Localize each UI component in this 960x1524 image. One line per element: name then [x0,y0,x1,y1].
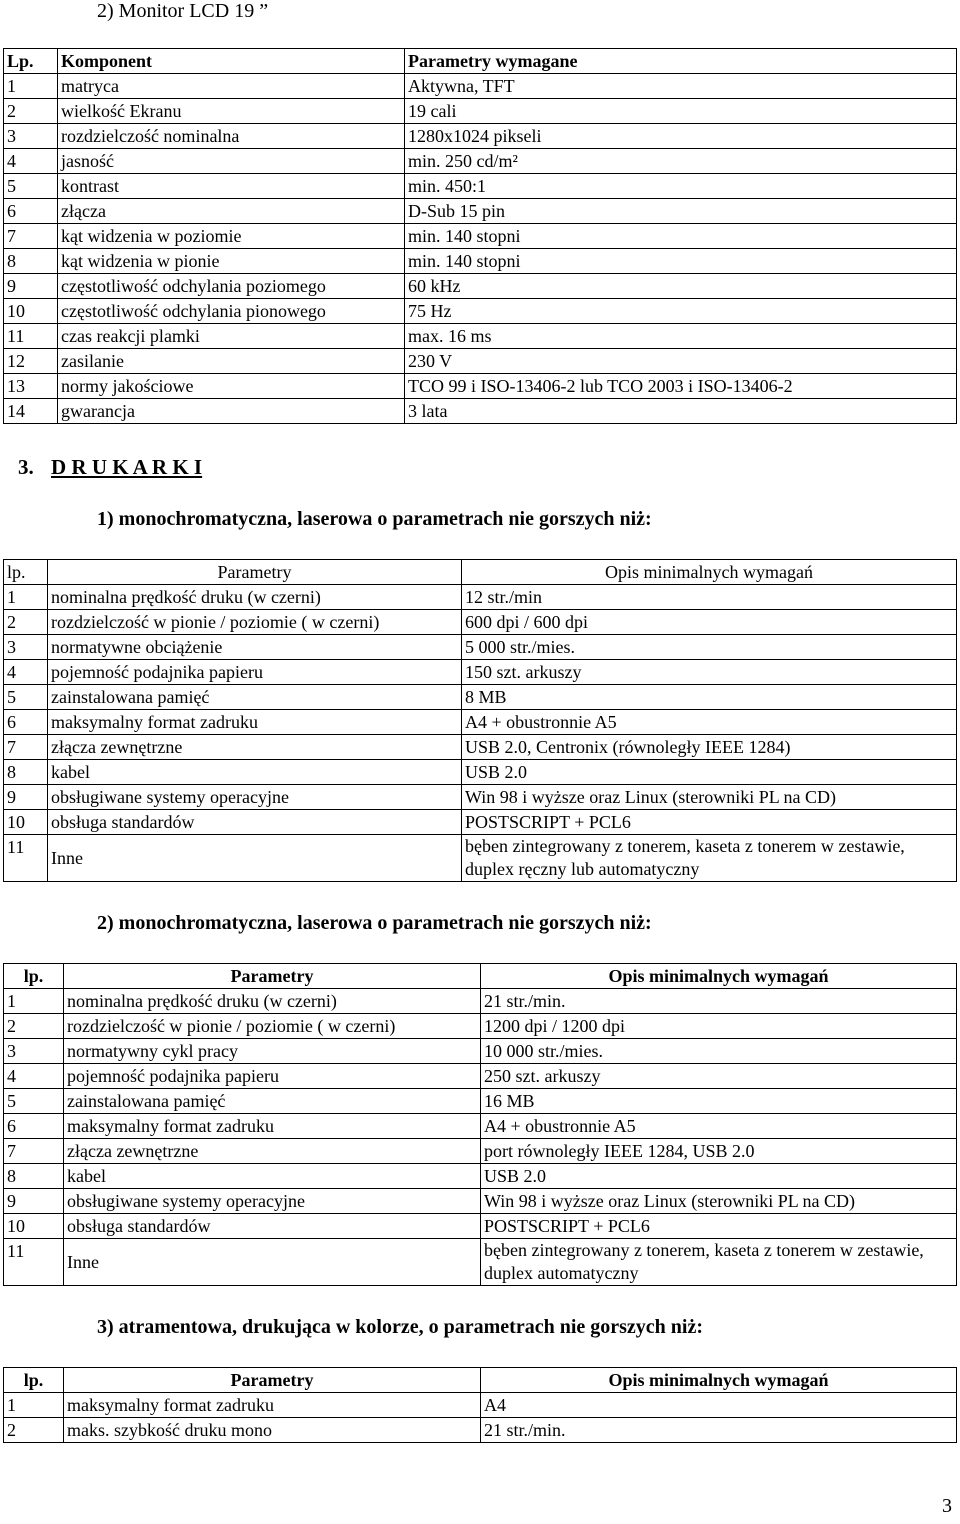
row-parameter: złącza zewnętrzne [48,735,462,760]
row-parameter: kontrast [58,174,405,199]
row-value: 250 szt. arkuszy [481,1064,957,1089]
row-number: 5 [4,1089,64,1114]
row-value: POSTSCRIPT + PCL6 [481,1214,957,1239]
row-value: 12 str./min [462,585,957,610]
table-row [4,324,957,349]
row-number: 2 [4,1418,64,1443]
row-value: 1280x1024 pikseli [405,124,957,149]
row-value: 5 000 str./mies. [462,635,957,660]
row-parameter: obsługiwane systemy operacyjne [48,785,462,810]
row-number: 7 [4,1139,64,1164]
row-parameter: rozdzielczość nominalna [58,124,405,149]
row-value: Win 98 i wyższe oraz Linux (sterowniki PL na CD) [481,1189,957,1214]
row-number: 9 [4,785,48,810]
table-row [4,174,957,199]
row-number: 8 [4,760,48,785]
monitor-heading: 2) Monitor LCD 19 ” [97,0,269,22]
header-parameters: Parametry [64,1368,481,1393]
table-row [4,760,957,785]
row-value: min. 140 stopni [405,249,957,274]
table-row [4,99,957,124]
header-required-params: Parametry wymagane [405,49,957,74]
header-description: Opis minimalnych wymagań [462,560,957,585]
row-number: 6 [4,710,48,735]
row-value: 600 dpi / 600 dpi [462,610,957,635]
row-parameter: maks. szybkość druku mono [64,1418,481,1443]
row-number: 8 [4,249,58,274]
table-row [4,199,957,224]
header-lp: lp. [4,964,64,989]
row-parameter: maksymalny format zadruku [64,1393,481,1418]
row-parameter: pojemność podajnika papieru [48,660,462,685]
table-row [4,1139,957,1164]
header-parameters: Parametry [64,964,481,989]
row-value: max. 16 ms [405,324,957,349]
row-number: 6 [4,199,58,224]
row-parameter: maksymalny format zadruku [48,710,462,735]
row-value: D-Sub 15 pin [405,199,957,224]
row-number: 12 [4,349,58,374]
table-row [4,299,957,324]
row-number: 2 [4,1014,64,1039]
row-number: 10 [4,1214,64,1239]
table-row [4,585,957,610]
row-parameter: kąt widzenia w poziomie [58,224,405,249]
table-row [4,1189,957,1214]
row-number: 7 [4,224,58,249]
row-value: USB 2.0 [462,760,957,785]
row-parameter: zainstalowana pamięć [64,1089,481,1114]
row-number: 7 [4,735,48,760]
row-parameter: maksymalny format zadruku [64,1114,481,1139]
row-parameter: częstotliwość odchylania pionowego [58,299,405,324]
header-description: Opis minimalnych wymagań [481,964,957,989]
row-number: 10 [4,810,48,835]
row-value: min. 250 cd/m² [405,149,957,174]
row-number: 3 [4,635,48,660]
printer2-table [3,963,957,1286]
table-row [4,149,957,174]
printer1-table-body [4,585,957,882]
row-parameter: kąt widzenia w pionie [58,249,405,274]
row-number: 5 [4,174,58,199]
table-header-row [4,964,957,989]
row-value: min. 450:1 [405,174,957,199]
row-value: 21 str./min. [481,989,957,1014]
row-number: 6 [4,1114,64,1139]
row-value: USB 2.0 [481,1164,957,1189]
table-row [4,610,957,635]
row-value: 150 szt. arkuszy [462,660,957,685]
row-parameter: czas reakcji plamki [58,324,405,349]
row-number: 3 [4,1039,64,1064]
row-parameter: gwarancja [58,399,405,424]
row-parameter: rozdzielczość w pionie / poziomie ( w czerni) [64,1014,481,1039]
row-number: 1 [4,585,48,610]
row-number: 9 [4,274,58,299]
row-parameter: nominalna prędkość druku (w czerni) [64,989,481,1014]
printer2-table-body [4,989,957,1286]
row-value: 75 Hz [405,299,957,324]
table-row [4,274,957,299]
row-parameter: nominalna prędkość druku (w czerni) [48,585,462,610]
table-header-row [4,1368,957,1393]
row-value: 10 000 str./mies. [481,1039,957,1064]
row-parameter: normatywny cykl pracy [64,1039,481,1064]
row-value: A4 + obustronnie A5 [481,1114,957,1139]
printer3-heading: 3) atramentowa, drukująca w kolorze, o parametrach nie gorszych niż: [97,1316,704,1338]
row-value: 230 V [405,349,957,374]
row-value: TCO 99 i ISO-13406-2 lub TCO 2003 i ISO-13406-2 [405,374,957,399]
table-row [4,660,957,685]
row-number: 3 [4,124,58,149]
table-row [4,349,957,374]
row-value: POSTSCRIPT + PCL6 [462,810,957,835]
header-component: Komponent [58,49,405,74]
row-value: Win 98 i wyższe oraz Linux (sterowniki PL na CD) [462,785,957,810]
row-parameter: matryca [58,74,405,99]
row-number: 2 [4,610,48,635]
row-number: 1 [4,989,64,1014]
row-number: 4 [4,660,48,685]
row-value: 19 cali [405,99,957,124]
table-row [4,249,957,274]
table-row [4,810,957,835]
row-parameter: normatywne obciążenie [48,635,462,660]
row-value: 60 kHz [405,274,957,299]
row-value: A4 + obustronnie A5 [462,710,957,735]
table-row [4,1089,957,1114]
row-value: A4 [481,1393,957,1418]
table-row [4,1039,957,1064]
row-value: bęben zintegrowany z tonerem, kaseta z tonerem w zestawie, duplex ręczny lub automatyczny [462,835,957,882]
header-lp: Lp. [4,49,58,74]
monitor-table-body [4,74,957,424]
row-number: 2 [4,99,58,124]
row-parameter: pojemność podajnika papieru [64,1064,481,1089]
row-parameter: złącza zewnętrzne [64,1139,481,1164]
row-number: 13 [4,374,58,399]
row-parameter: Inne [48,835,462,882]
table-row [4,1114,957,1139]
row-parameter: jasność [58,149,405,174]
section-number: 3. [18,455,34,479]
row-parameter: wielkość Ekranu [58,99,405,124]
row-value: 8 MB [462,685,957,710]
printer1-heading: 1) monochromatyczna, laserowa o parametrach nie gorszych niż: [97,508,652,530]
table-row [4,224,957,249]
header-description: Opis minimalnych wymagań [481,1368,957,1393]
row-number: 14 [4,399,58,424]
page-number: 3 [942,1495,952,1517]
header-parameters: Parametry [48,560,462,585]
row-value: Aktywna, TFT [405,74,957,99]
printer2-heading: 2) monochromatyczna, laserowa o parametrach nie gorszych niż: [97,912,652,934]
row-parameter: obsługa standardów [48,810,462,835]
monitor-table [3,48,957,424]
row-number: 9 [4,1189,64,1214]
row-value: min. 140 stopni [405,224,957,249]
table-row [4,785,957,810]
table-row [4,835,957,882]
row-value: 16 MB [481,1089,957,1114]
table-row [4,635,957,660]
row-number: 5 [4,685,48,710]
table-row [4,710,957,735]
row-parameter: rozdzielczość w pionie / poziomie ( w czerni) [48,610,462,635]
printer3-table [3,1367,957,1443]
header-lp: lp. [4,560,48,585]
section-title: D R U K A R K I [51,455,203,479]
row-number: 10 [4,299,58,324]
header-lp: lp. [4,1368,64,1393]
table-header-row [4,49,957,74]
table-header-row [4,560,957,585]
printer1-table [3,559,957,882]
table-row [4,685,957,710]
row-number: 11 [4,324,58,349]
row-parameter: częstotliwość odchylania poziomego [58,274,405,299]
row-value: USB 2.0, Centronix (równoległy IEEE 1284) [462,735,957,760]
row-value: 21 str./min. [481,1418,957,1443]
table-row [4,1393,957,1418]
table-row [4,1418,957,1443]
row-parameter: obsługiwane systemy operacyjne [64,1189,481,1214]
printers-section-heading [18,455,202,480]
table-row [4,989,957,1014]
printer3-table-body [4,1393,957,1443]
row-number: 11 [4,1239,64,1286]
row-value: 3 lata [405,399,957,424]
row-parameter: obsługa standardów [64,1214,481,1239]
table-row [4,1014,957,1039]
row-value: bęben zintegrowany z tonerem, kaseta z tonerem w zestawie, duplex automatyczny [481,1239,957,1286]
row-number: 4 [4,149,58,174]
row-parameter: normy jakościowe [58,374,405,399]
row-number: 11 [4,835,48,882]
row-parameter: Inne [64,1239,481,1286]
table-row [4,1239,957,1286]
table-row [4,1164,957,1189]
row-parameter: kabel [64,1164,481,1189]
row-value: port równoległy IEEE 1284, USB 2.0 [481,1139,957,1164]
table-row [4,399,957,424]
row-parameter: złącza [58,199,405,224]
table-row [4,1214,957,1239]
row-number: 1 [4,74,58,99]
table-row [4,1064,957,1089]
table-row [4,124,957,149]
table-row [4,374,957,399]
row-number: 8 [4,1164,64,1189]
row-parameter: zainstalowana pamięć [48,685,462,710]
row-parameter: zasilanie [58,349,405,374]
row-parameter: kabel [48,760,462,785]
row-value: 1200 dpi / 1200 dpi [481,1014,957,1039]
table-row [4,735,957,760]
table-row [4,74,957,99]
row-number: 4 [4,1064,64,1089]
row-number: 1 [4,1393,64,1418]
